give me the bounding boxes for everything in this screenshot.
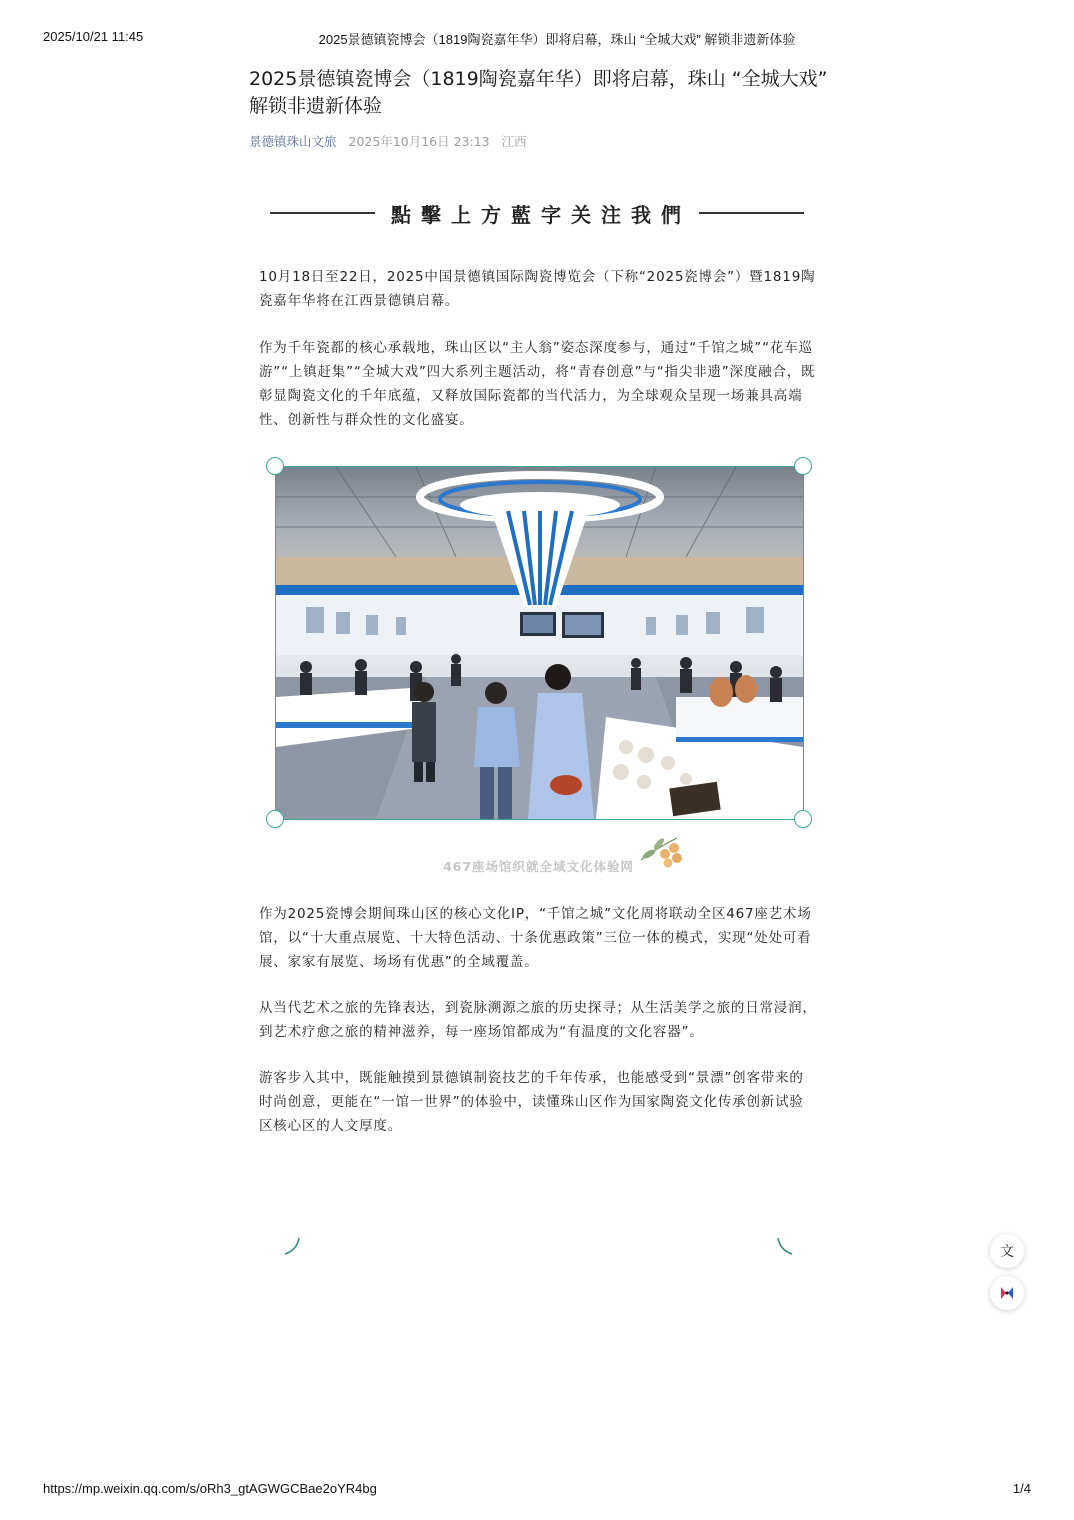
- ai-assistant-button[interactable]: [990, 1276, 1024, 1310]
- frame-corner-ornament: [794, 810, 812, 828]
- frame-corner-ornament: [266, 810, 284, 828]
- translate-icon: 文: [1000, 1244, 1014, 1260]
- follow-banner-text: 點擊上方藍字关注我們: [391, 202, 691, 227]
- photo-exhibition-hall-icon: [276, 467, 803, 819]
- paragraph-intro: 10月18日至22日，2025中国景德镇国际陶瓷博览会（下称“2025瓷博会”）暨1819陶瓷嘉年华将在江西景德镇启幕。: [259, 269, 816, 309]
- paragraph-zhushan-role: 作为千年瓷都的核心承载地，珠山区以“主人翁”姿态深度参与，通过“千馆之城”“花车巡游”“上镇赶集”“全城大戏”四大系列主题活动，将“青春创意”与“指尖非遗”深度融合，既彰显陶瓷文化的千年底蕴，又释放国际瓷都的当代活力，为全球观众呈现一场兼具高端性、创新性与群众性的文化盛宴。: [259, 340, 816, 428]
- account-name-link[interactable]: 景德镇珠山文旅: [249, 134, 337, 149]
- paragraph-visitor-experience: 游客步入其中，既能触摸到景德镇制瓷技艺的千年传承，也能感受到“景漂”创客带来的时尚创意，更能在“一馆一世界”的体验中，读懂珠山区作为国家陶瓷文化传承创新试验区核心区的人文厚度。: [259, 1070, 804, 1134]
- exhibition-hall-photo: [275, 466, 804, 820]
- article-meta: [249, 132, 829, 150]
- frame-corner-ornament: [266, 457, 284, 475]
- frame-corner-ornament: [794, 457, 812, 475]
- translate-button[interactable]: [990, 1234, 1024, 1268]
- print-url: https://mp.weixin.qq.com/s/oRh3_gtAGWGCBae2oYR4bg: [43, 1481, 377, 1496]
- article-title: 2025景德镇瓷博会（1819陶瓷嘉年华）即将启幕，珠山 “全城大戏” 解锁非遗新体验: [249, 68, 828, 117]
- ai-assistant-icon: [998, 1284, 1016, 1302]
- image-caption: 467座场馆织就全域文化体验网: [442, 859, 635, 874]
- paragraph-thousand-venues: 作为2025瓷博会期间珠山区的核心文化IP，“千馆之城”文化周将联动全区467座艺术场馆，以“十大重点展览、十大特色活动、十条优惠政策”三位一体的模式，实现“处处可看展、家家有展览、场场有优惠”的全域覆盖。: [259, 906, 812, 970]
- print-datetime: 2025/10/21 11:45: [43, 29, 144, 44]
- image-caption-block: [275, 830, 802, 880]
- banner-rule-right: [699, 212, 804, 214]
- paragraph-art-tours: 从当代艺术之旅的先锋表达，到瓷脉溯源之旅的历史探寻；从生活美学之旅的日常浸润，到艺术疗愈之旅的精神滋养，每一座场馆都成为“有温度的文化容器”。: [259, 1000, 817, 1040]
- print-page-title: 2025景德镇瓷博会（1819陶瓷嘉年华）即将启幕，珠山 “全城大戏” 解锁非遗新体验: [318, 32, 796, 47]
- publish-location: 江西: [501, 134, 527, 149]
- print-page-number: 1/4: [1012, 1481, 1031, 1496]
- article-header: [249, 66, 829, 150]
- follow-banner: [270, 197, 804, 229]
- decorative-curl-icon: [774, 1236, 794, 1256]
- print-header: [0, 0, 1074, 47]
- publish-time: 2025年10月16日 23:13: [348, 134, 490, 149]
- decorative-curl-icon: [283, 1236, 303, 1256]
- banner-rule-left: [270, 212, 375, 214]
